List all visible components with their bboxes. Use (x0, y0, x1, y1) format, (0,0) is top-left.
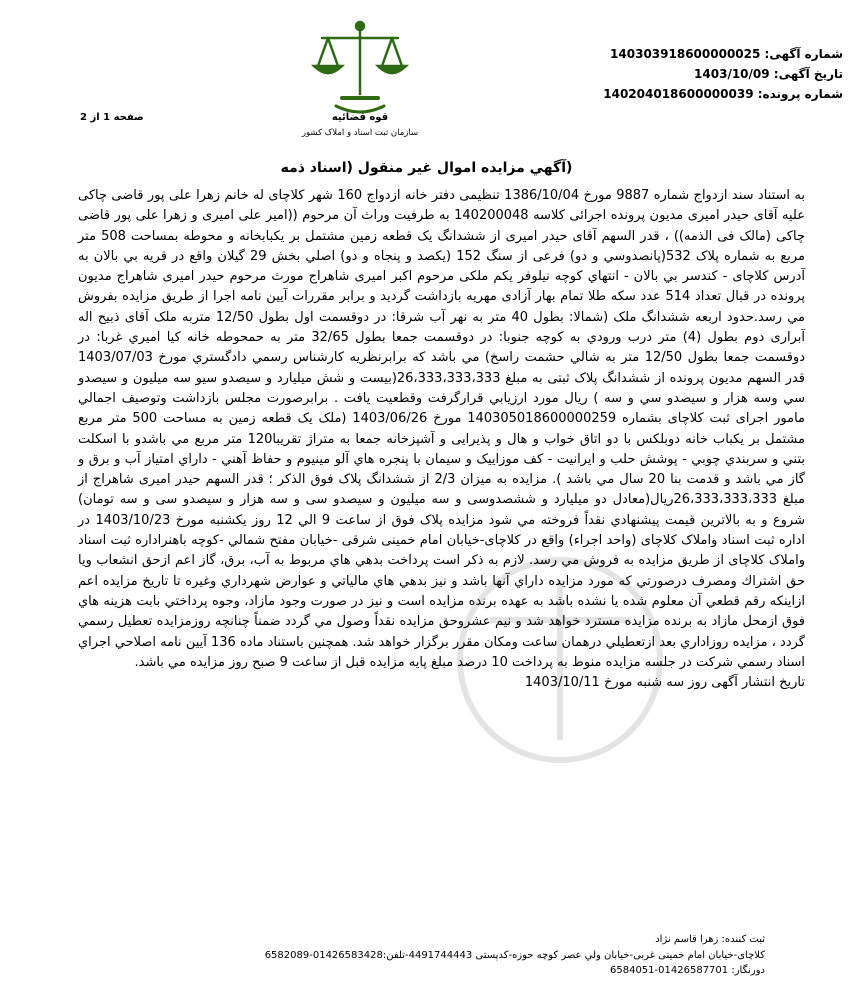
notice-body (78, 186, 805, 693)
case-meta (603, 44, 843, 104)
scales-of-justice-icon (314, 22, 406, 112)
judiciary-emblem (300, 14, 420, 139)
footer (265, 932, 765, 979)
registrar-line: ثبت کننده: زهرا قاسم نژاد (655, 934, 765, 945)
org-name-1: قوه قضائیه (331, 112, 389, 123)
page-indicator: صفحه 1 از 2 (80, 112, 144, 123)
notice-date: تاریخ آگهی: 1403/10/09 (694, 67, 843, 81)
notice-paragraph: به استناد سند ازدواج شماره 9887 مورخ 1386/10/04 تنظیمی دفتر خانه ازدواج 160 شهر کلاچای له خانم زهرا علی پور قاضی چاکی علیه آقای حیدر امیری مدیون پرونده اجرائی کلاسه 140200048 به طرفیت وراث آن مرحوم ((امیر علی امیری و زهرا علی پور قاضی چاکی (مالک فی الذمه)) ، قدر السهم آقای حیدر امیری از ششدانگ یک قطعه زمین مشتمل بر یکبابخانه و محوطه بمساحت 508 متر مربع به شماره پلاک 532(پانصدوسي و دو) فرعی از سنگ 152 (یکصد و پنجاه و دو) اصلي بخش 29 گیلان واقع در قريه بي بالان به آدرس کلاچای - کندسر بي بالان - انتهاي کوچه نیلوفر یکم ملکی مرحوم اکبر امیری شاهراج مورث مرحوم حیدر امیری شاهراج مدیون پرونده در قبال تعداد 514 عدد سکه طلا تمام بهار آزادی مهریه بازداشت گردید و برابر مقررات آیین نامه اجرا از طريق مزايده بفروش مي رسد.حدود اربعه ششدانگ ملک (شمالا: بطول 40 متر به نهر آب شرقا: در دوقسمت اول بطول 12/50 متربه ملک آقای ذبیح اله آبراری دوم بطول (4) متر درب ورودي به کوچه جنوبا: در دوقسمت جمعا بطول 32/65 متر به حمحوطه خانه کیا امیري غربا: در دوقسمت جمعا بطول 12/50 متر به شالي حشمت راسخ) مي باشد که برابرنظریه کارشناس رسمي دادگستري مورخ 1403/07/03 قدر السهم مدیون پرونده از ششدانگ پلاک ثبتی به مبلغ 26،333،333،333(بیست و شش میلیارد و سیصدو سیو سه میلیون و سیصدو سي وسه هزار و سیصدو سي و سه ) ريال مورد ارزيابي قرارگرفت وقطعيت يافت . برابرصورت مجلس بازداشت وتوصیف اجمالي مامور اجرای ثبت کلاچای بشماره 140305018600000259 مورخ 1403/06/26 (ملک یک قطعه زمین به مساحت 500 متر مربع مشتمل بر یکباب خانه دوبلکس با دو اتاق خواب و هال و پذیرایی و آشپزخانه جمعا به متراژ تقریبا120 متر مربع مي باشدو با اسکلت بتني و سربندي چوبي - پوشش حلب و ايرانيت - کف موزاییک و سیمان با پنجره هاي آلو مینیوم و حفاظ آهني - داراي امتیاز آب و برق و گاز مي باشد و قدمت بنا 20 سال مي باشد ). مزايده به ميزان 2/3 از ششدانگ پلاک فوق الذکر ؛ قدر السهم حیدر امیری شاهراج از مبلغ 26،333،333،333ريال(معادل دو ميليارد و ششصدوسی و سه ميليون و سيصدو سی و سه هزار و سيصدو سی و سه تومان) شروع و به بالاترين قيمت پيشنهادي نقداً فروخته مي شود مزايده پلاک فوق از ساعت 9 الي 12 روز يکشنبه مورخ 1403/10/23 در اداره ثبت اسناد واملاک کلاچای (واحد اجراء) واقع در کلاچای-خیابان امام خمینی شرقی -خيابان مفتح شمالي -کوچه باهنراداره ثبت اسناد واملاک کلاچای از طريق مزايده به فروش مي رسد. لازم به ذکر است پرداخت بدهي هاي مربوط به آب، برق، گاز اعم ازحق انشعاب ويا حق اشتراك ومصرف درصورتي كه مورد مزايده داراي آنها باشد و نيز بدهي هاي مالياتي و عوارض شهرداري وغيره تا تاريخ مزايده اعم ازاينكه رقم قطعي آن معلوم شده يا نشده باشد به عهده برنده مزايده است و نيز در صورت وجود مازاد، وجوه پرداختي بابت هزينه هاي فوق ازمحل مازاد به برنده مزايده مسترد خواهد شد و نيم عشروحق مزايده نقداً وصول مي گردد ضمناً چنانچه روزمزايده تعطيل رسمي گردد ، مزايده روزاداري بعد ازتعطيلي درهمان ساعت ومكان مقرر برگزار خواهد شد. همچنين باستناد ماده 136 آيين نامه اصلاحي اجراي اسناد رسمي شركت در جلسه مزايده منوط به پرداخت 10 درصد مبلغ پايه مزايده قبل از ساعت 9 صبح روز مزايده مي باشد. (78, 188, 806, 670)
notice-number: شماره آگهی: 140303918600000025 (610, 47, 843, 61)
fax-line: دورنگار: 01426587701-6584051 (610, 965, 765, 976)
case-number: شماره پرونده: 140204018600000039 (603, 87, 843, 101)
publish-date-line: تاریخ انتشار آگهی روز سه شنبه مورخ 1403/10/11 (524, 675, 805, 691)
office-address: کلاچای-خیابان امام خمینی غربی-خیابان ولي عصر کوچه حوزه-کدپستی 4491744443-تلفن:01426583428-6582089 (264, 949, 765, 961)
document-title: (آگهي مزايده اموال غير منقول (اسناد ذمه (280, 160, 573, 176)
org-name-2: سازمان ثبت اسناد و املاک کشور (301, 128, 419, 138)
